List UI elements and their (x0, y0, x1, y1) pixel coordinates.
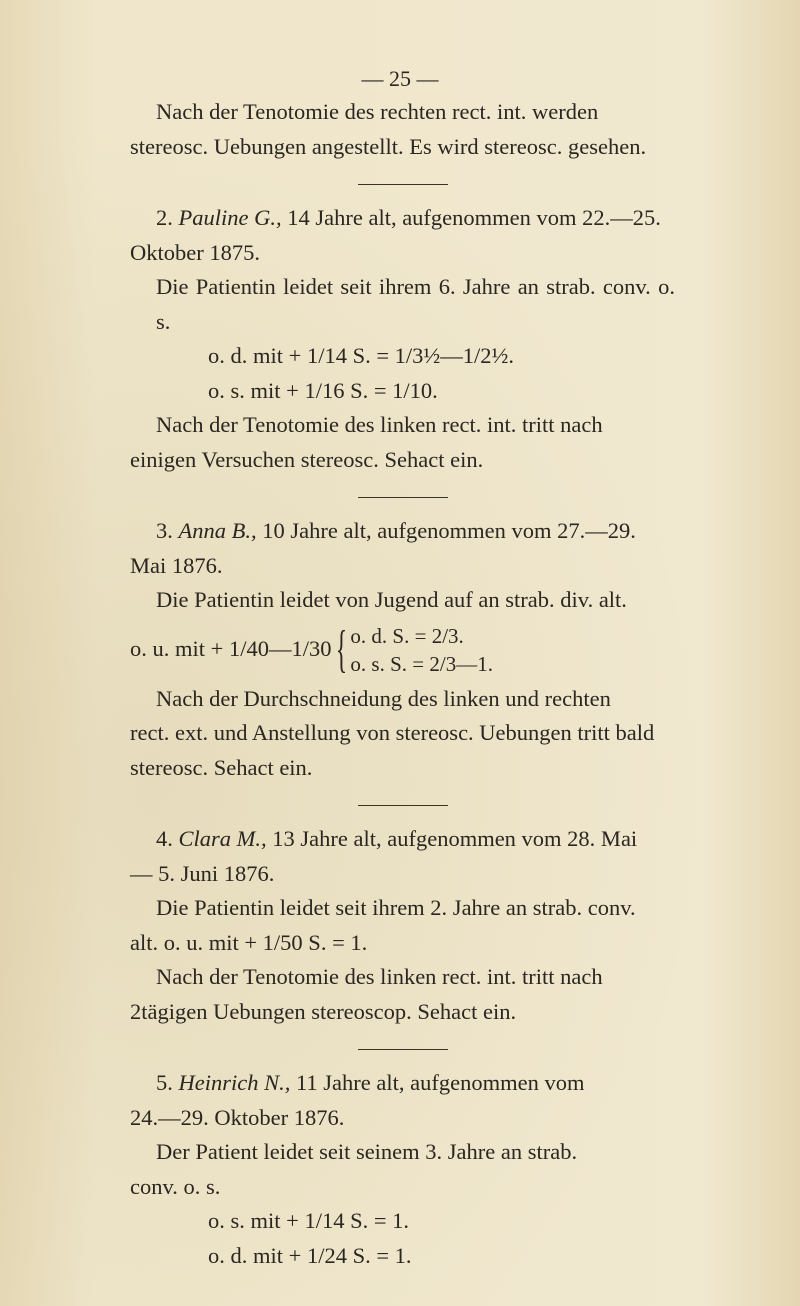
case-3-formula-rhs (350, 622, 493, 678)
case-2-after-2: einigen Versuchen stereosc. Sehact ein. (130, 446, 484, 472)
case-5-heading-text: 11 Jahre alt, aufgenommen vom (296, 1070, 585, 1095)
case-3-after-2: rect. ext. und Anstellung von stereosc. Uebungen tritt bald (130, 720, 655, 745)
case-4-line-2: alt. o. u. mit + 1/50 S. = 1. (130, 929, 368, 955)
body-text (130, 95, 675, 1273)
case-3-formula-right-eye: o. d. S. = 2/3. (350, 623, 464, 648)
case-4-patient-name: Clara M., (178, 826, 267, 851)
case-3-formula (130, 618, 675, 682)
case-5-formula-2: o. d. mit + 1/24 S. = 1. (208, 1242, 412, 1268)
case-3-formula-lhs: o. u. mit + 1/40—1/30 (130, 636, 332, 662)
case-4-after-1: Nach der Tenotomie des linken rect. int. tritt nach (156, 964, 603, 989)
case-2-after-1: Nach der Tenotomie des linken rect. int. tritt nach (156, 412, 603, 437)
case-2-number: 2. (156, 205, 173, 230)
case-3-date: Mai 1876. (130, 552, 223, 578)
case-5-line-2: conv. o. s. (130, 1173, 221, 1199)
case-3-patient-name: Anna B., (178, 518, 257, 543)
case-5-date: 24.—29. Oktober 1876. (130, 1104, 345, 1130)
case-3-line-1: Die Patientin leidet von Jugend auf an strab. div. alt. (156, 587, 627, 612)
case-2-heading (130, 201, 675, 236)
case-4-after-2: 2tägigen Uebungen stereoscop. Sehact ein. (130, 998, 517, 1024)
case-3-after-3: stereosc. Sehact ein. (130, 754, 313, 780)
case-2-heading-text: 14 Jahre alt, aufgenommen vom 22.—25. (287, 205, 661, 230)
case-3-formula-left-eye: o. s. S. = 2/3—1. (350, 651, 493, 676)
case-3-number: 3. (156, 518, 173, 543)
case-4-heading-text: 13 Jahre alt, aufgenommen vom 28. Mai (272, 826, 638, 851)
case-5-formula-1: o. s. mit + 1/14 S. = 1. (208, 1208, 410, 1233)
case-4-date: — 5. Juni 1876. (130, 860, 275, 886)
intro-line-1: Nach der Tenotomie des rechten rect. int. werden (156, 99, 599, 124)
case-5-patient-name: Heinrich N., (178, 1070, 291, 1095)
case-3-heading (130, 514, 675, 549)
case-5-number: 5. (156, 1070, 173, 1095)
curly-brace-icon: { (336, 620, 348, 678)
page-number: — 25 — (361, 66, 439, 91)
case-5-heading (130, 1066, 675, 1101)
case-4-number: 4. (156, 826, 173, 851)
intro-line-2: stereosc. Uebungen angestellt. Es wird stereosc. gesehen. (130, 133, 647, 159)
case-5-line-1: Der Patient leidet seit seinem 3. Jahre an strab. (156, 1139, 578, 1164)
case-2-line-1: Die Patientin leidet seit ihrem 6. Jahre an strab. conv. o. s. (156, 274, 675, 334)
case-2-formula-2: o. s. mit + 1/16 S. = 1/10. (208, 377, 438, 403)
case-3-after-1: Nach der Durchschneidung des linken und rechten (156, 685, 611, 711)
case-4-line-1: Die Patientin leidet seit ihrem 2. Jahre an strab. conv. (156, 895, 636, 920)
case-4-heading (130, 822, 675, 857)
case-2-date: Oktober 1875. (130, 239, 260, 265)
case-3-heading-text: 10 Jahre alt, aufgenommen vom 27.—29. (262, 518, 636, 543)
case-2-patient-name: Pauline G., (178, 205, 282, 230)
case-2-formula-1: o. d. mit + 1/14 S. = 1/3½—1/2½. (208, 343, 515, 368)
